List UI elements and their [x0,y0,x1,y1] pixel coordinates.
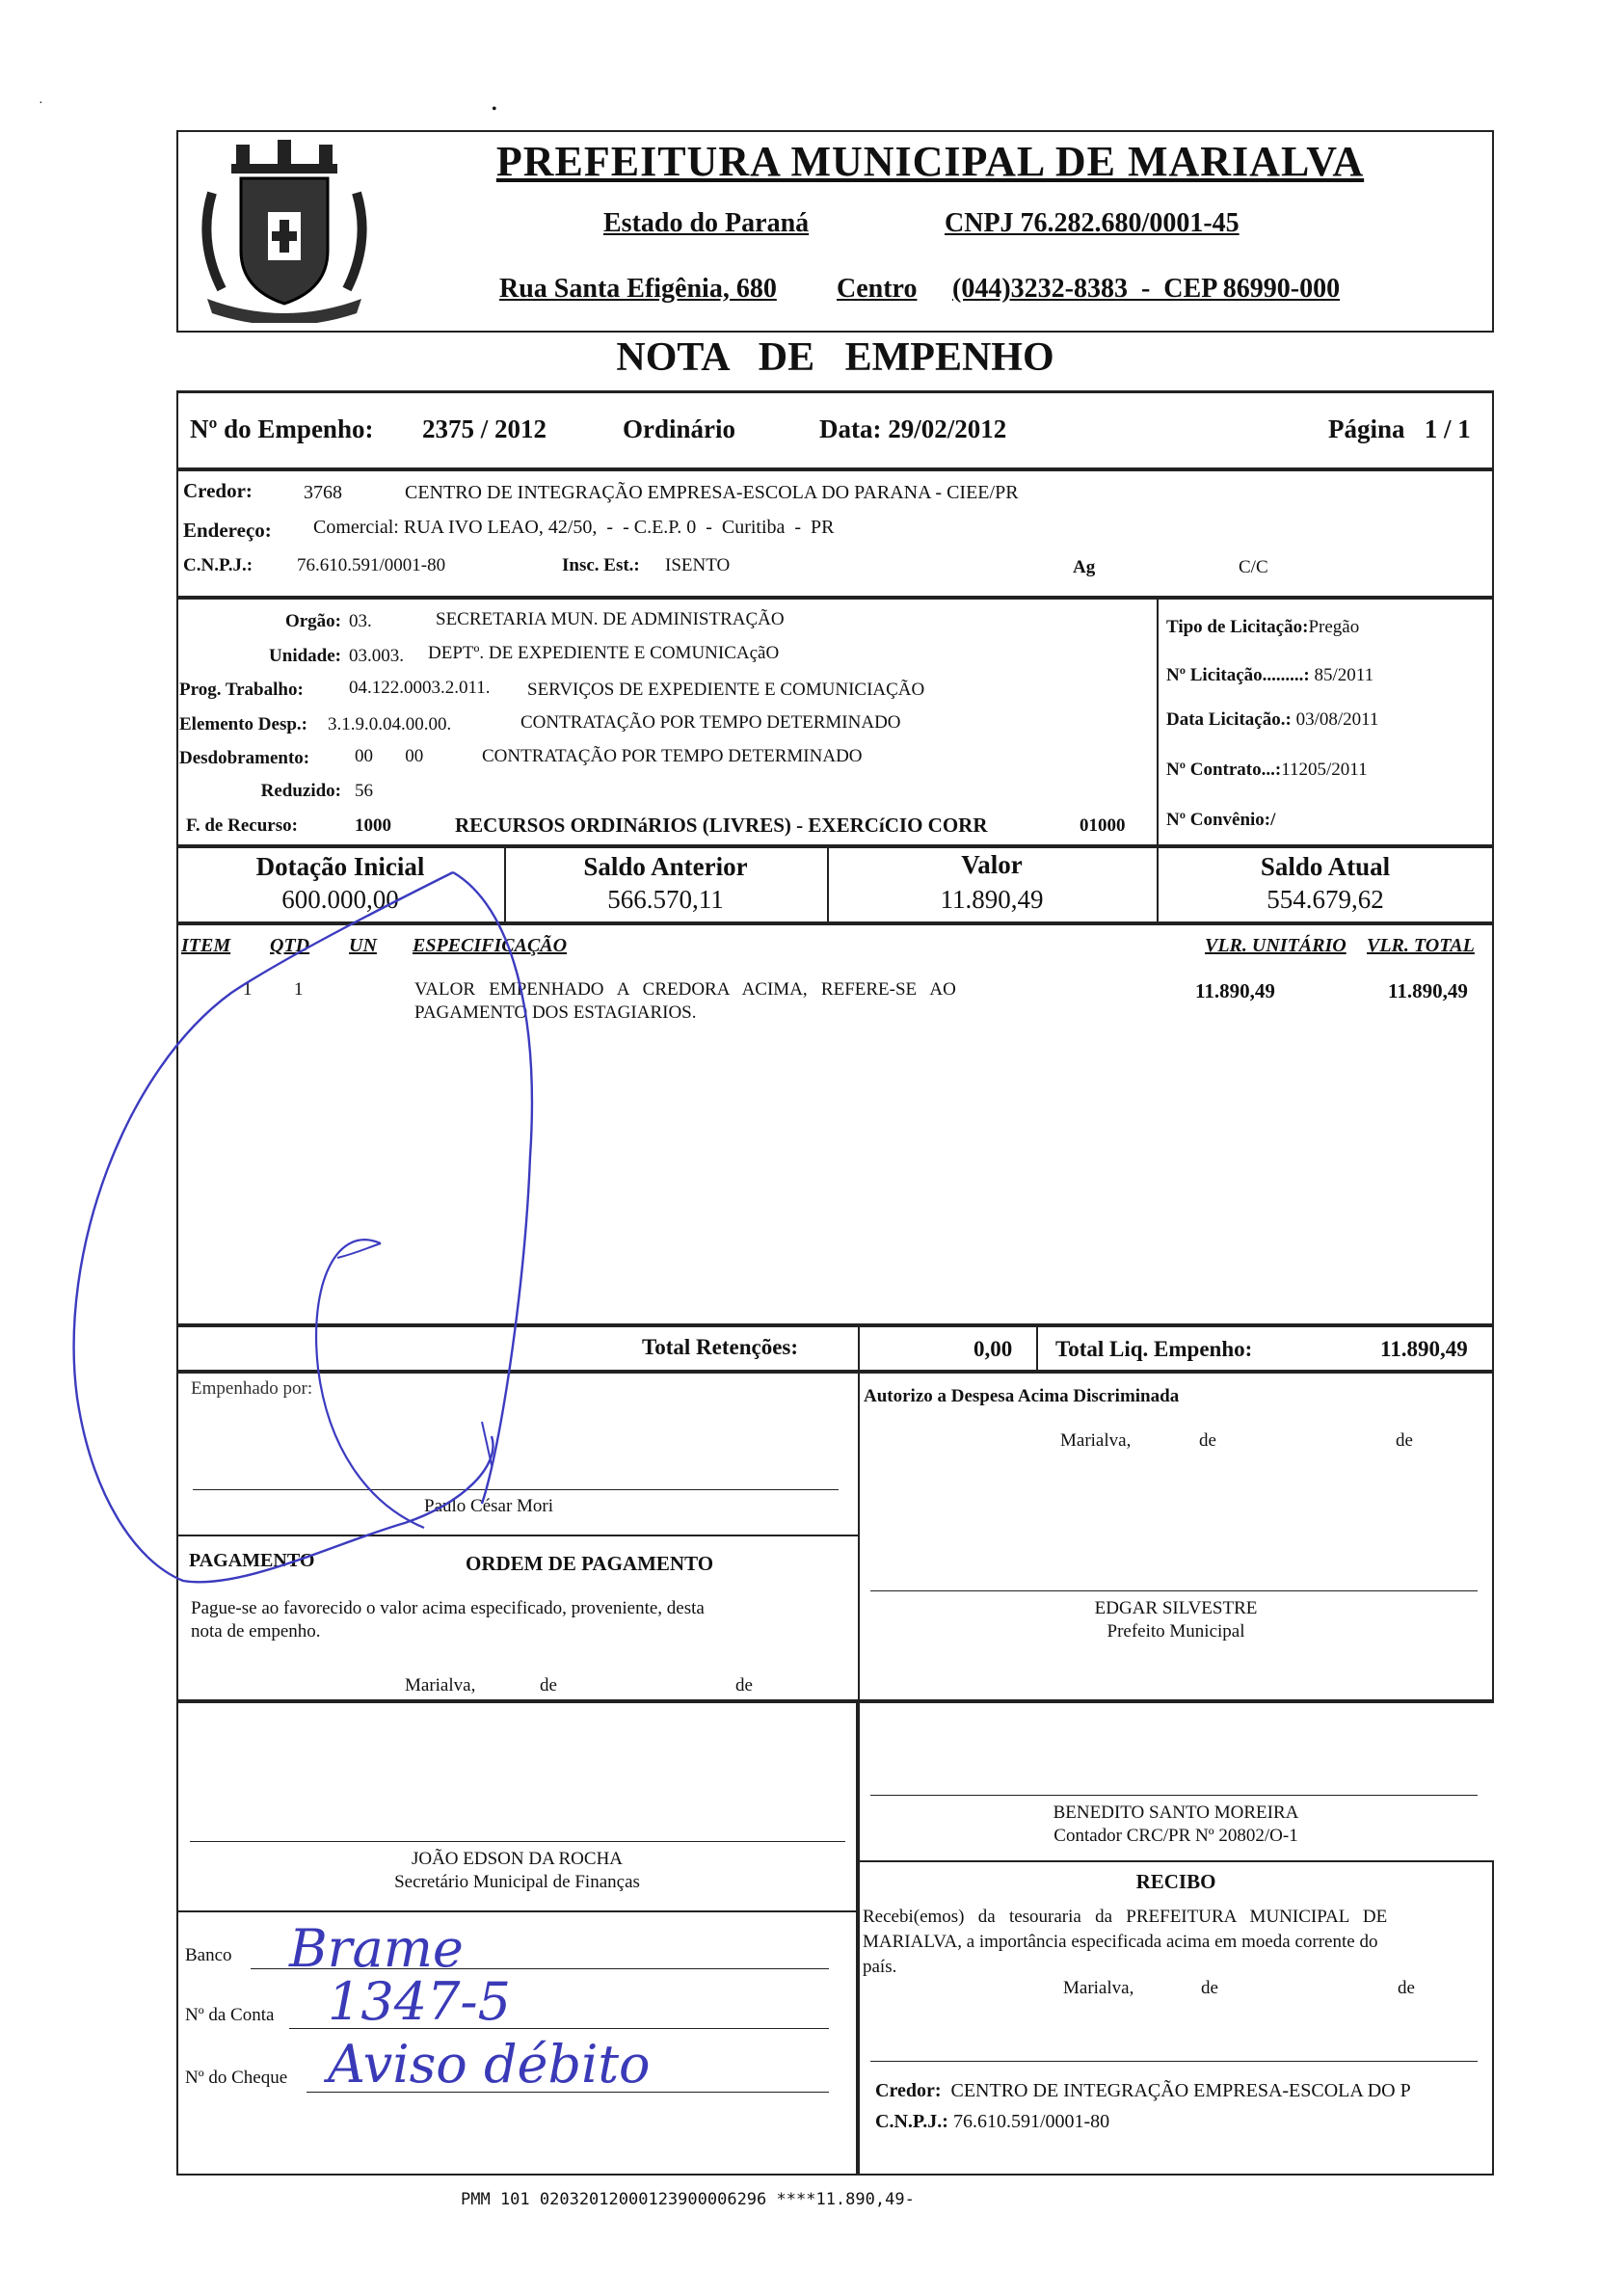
reduzido-label: Reduzido: [260,781,341,801]
insc-label: Insc. Est.: [562,555,640,575]
conta-handwritten: 1347-5 [328,1971,512,2032]
item-vlr-unit: 11.890,49 [1195,979,1275,1002]
prog-desc: SERVIÇOS DE EXPEDIENTE E COMUNICIAÇÃO [527,680,925,700]
cheque-label: Nº do Cheque [185,2068,288,2088]
endereco-label: Endereço: [183,519,272,542]
saldo-anterior-value: 566.570,11 [607,885,724,914]
col-espec-header: ESPECIFICAÇÃO [413,935,568,956]
pagamento-text-line1: Pague-se ao favorecido o valor acima especificado, proveniente, desta [191,1598,705,1618]
col-qtd-header: QTD [270,935,310,956]
state-label: Estado do Paraná [603,208,810,238]
pagamento-de2: de [735,1675,753,1695]
saldo-dotacao-value: 600.000,00 [281,885,399,914]
cc-label: C/C [1239,557,1268,577]
pagamento-de1: de [540,1675,557,1695]
phone-cep-label: (044)3232-8383 - CEP 86990-000 [952,274,1341,304]
total-liq-label: Total Liq. Empenho: [1055,1337,1253,1361]
contador-title: Contador CRC/PR Nº 20802/O-1 [1053,1826,1298,1846]
item-vlr-total: 11.890,49 [1388,979,1468,1002]
orgao-code: 03. [349,611,372,631]
ag-label: Ag [1073,557,1096,577]
secretario-name: JOÃO EDSON DA ROCHA [411,1849,624,1869]
empenhado-label: Empenhado por: [191,1378,313,1399]
cheque-handwritten: Aviso débito [328,2034,651,2095]
desdobramento-code: 00 00 [355,746,424,766]
licitacao-data: Data Licitação.: 03/08/2011 [1166,709,1379,730]
unidade-code: 03.003. [349,646,404,666]
col-vlr-unit-header: VLR. UNITÁRIO [1205,935,1347,956]
barcode-code: PMM 101 02032012000123900006296 ****11.890,49- [461,2190,915,2209]
saldo-dotacao-label: Dotação Inicial [255,852,425,881]
cnpj-label: CNPJ 76.282.680/0001-45 [945,208,1240,238]
prog-code: 04.122.0003.2.011. [349,678,491,698]
elemento-desc: CONTRATAÇÃO POR TEMPO DETERMINADO [520,712,901,733]
col-un-header: UN [349,935,377,956]
ordem-pagamento-label: ORDEM DE PAGAMENTO [466,1552,714,1575]
valor-label: Valor [961,850,1023,879]
pagamento-label: PAGAMENTO [189,1550,315,1571]
empenho-number: 2375 / 2012 [422,414,547,443]
autorizo-de2: de [1396,1430,1413,1451]
document-title: NOTA DE EMPENHO [616,335,1054,380]
empenhado-name: Paulo César Mori [424,1496,554,1516]
licitacao-tipo: Tipo de Licitação:Pregão [1166,617,1360,637]
item-desc-line1: VALOR EMPENHADO A CREDORA ACIMA, REFERE-SE AO [414,979,956,1000]
desdobramento-label: Desdobramento: [179,748,310,768]
saldo-atual-value: 554.679,62 [1267,885,1384,914]
secretario-title: Secretário Municipal de Finanças [394,1872,640,1892]
total-retencoes-value: 0,00 [973,1337,1013,1361]
recurso-label: F. de Recurso: [186,815,298,836]
autorizo-city: Marialva, [1060,1430,1132,1451]
scan-speck: · [39,96,43,111]
recibo-text-line1: Recebi(emos) da tesouraria da PREFEITURA MUNICIPAL DE [863,1907,1388,1927]
recibo-de1: de [1201,1978,1218,1998]
autorizo-label: Autorizo a Despesa Acima Discriminada [864,1386,1180,1406]
saldo-anterior-label: Saldo Anterior [583,852,748,881]
credor-cnpj-label: C.N.P.J.: [183,555,253,575]
col-vlr-total-header: VLR. TOTAL [1367,935,1475,956]
autorizo-de1: de [1199,1430,1216,1451]
recurso-code: 1000 [355,815,391,836]
recibo-de2: de [1398,1978,1415,1998]
district-label: Centro [837,274,918,304]
recibo-text-line2: MARIALVA, a importância especificada acima em moeda corrente do [863,1932,1378,1952]
reduzido-value: 56 [355,781,373,801]
pagamento-text-line2: nota de empenho. [191,1621,321,1642]
prefeito-name: EDGAR SILVESTRE [1094,1598,1258,1618]
credor-code: 3768 [304,482,342,503]
recibo-city: Marialva, [1063,1978,1134,1998]
page-number: Página 1 / 1 [1328,414,1471,443]
saldo-atual-label: Saldo Atual [1260,852,1391,881]
empenho-type: Ordinário [623,414,736,443]
recurso-num: 01000 [1080,815,1126,836]
credor-cnpj: 76.610.591/0001-80 [297,555,446,575]
orgao-label: Orgão: [284,611,341,631]
valor-value: 11.890,49 [940,885,1044,914]
licitacao-num: Nº Licitação.........: 85/2011 [1166,665,1374,685]
orgao-desc: SECRETARIA MUN. DE ADMINISTRAÇÃO [436,609,785,629]
unidade-desc: DEPTº. DE EXPEDIENTE E COMUNICAçãO [428,643,780,663]
desdobramento-desc: CONTRATAÇÃO POR TEMPO DETERMINADO [482,746,863,766]
address-label: Rua Santa Efigênia, 680 [499,274,777,304]
item-qtd: 1 [294,979,304,1000]
total-liq-value: 11.890,49 [1380,1337,1468,1361]
credor-label: Credor: [183,479,253,502]
unidade-label: Unidade: [269,646,341,666]
item-number: 1 [243,979,253,1000]
prefeito-title: Prefeito Municipal [1107,1621,1245,1642]
item-desc-line2: PAGAMENTO DOS ESTAGIARIOS. [414,1002,697,1023]
pagamento-city: Marialva, [405,1675,476,1695]
licitacao-convenio: Nº Convênio:/ [1166,810,1276,830]
empenho-date: Data: 29/02/2012 [819,414,1007,443]
banco-handwritten: Brame [289,1918,464,1979]
prog-label: Prog. Trabalho: [179,680,304,700]
total-retencoes-label: Total Retenções: [642,1335,799,1359]
banco-label: Banco [185,1945,232,1965]
recibo-title: RECIBO [1135,1870,1216,1893]
recibo-cnpj: C.N.P.J.: 76.610.591/0001-80 [875,2111,1110,2132]
recibo-text-line3: país. [863,1957,897,1977]
conta-label: Nº da Conta [185,2005,275,2025]
recibo-credor: Credor: CENTRO DE INTEGRAÇÃO EMPRESA-ESCOLA DO P [875,2080,1411,2101]
licitacao-contrato: Nº Contrato...:11205/2011 [1166,760,1368,780]
recurso-desc: RECURSOS ORDINáRIOS (LIVRES) - EXERCíCIO CORR [455,814,988,837]
page-title: PREFEITURA MUNICIPAL DE MARIALVA [495,138,1365,185]
endereco-value: Comercial: RUA IVO LEAO, 42/50, - - C.E.P. 0 - Curitiba - PR [313,517,835,538]
elemento-label: Elemento Desp.: [179,714,307,734]
insc-value: ISENTO [665,555,731,575]
scan-speck: • [492,101,497,118]
contador-name: BENEDITO SANTO MOREIRA [1053,1802,1299,1823]
col-item-header: ITEM [181,935,231,956]
credor-name: CENTRO DE INTEGRAÇÃO EMPRESA-ESCOLA DO PARANA - CIEE/PR [405,482,1019,503]
empenho-number-label: Nº do Empenho: [190,414,374,443]
elemento-code: 3.1.9.0.04.00.00. [328,714,452,734]
